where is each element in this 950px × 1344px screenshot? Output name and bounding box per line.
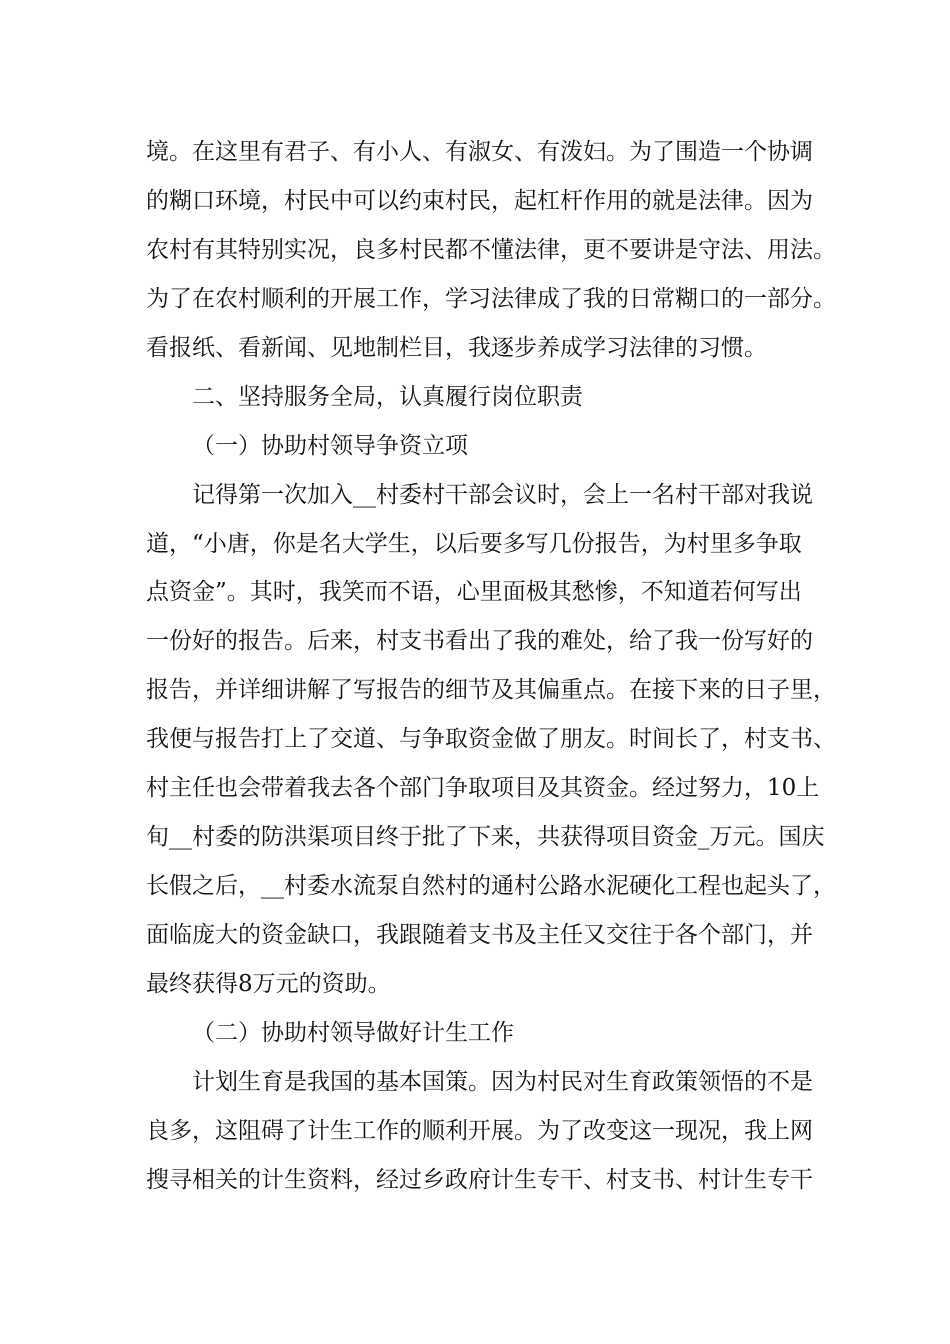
text-line: 点资金”。其时，我笑而不语，心里面极其愁惨，不知道若何写出 xyxy=(146,579,802,606)
text-line: 良多，这阻碍了计生工作的顺利开展。为了改变这一现况，我上网 xyxy=(146,1117,813,1144)
text-line: 的糊口环境，村民中可以约束村民，起杠杆作用的就是法律。因为 xyxy=(146,187,813,214)
text-line: 我便与报告打上了交道、与争取资金做了朋友。时间长了，村支书、 xyxy=(146,726,836,753)
subsection-heading: （一）协助村领导争资立项 xyxy=(192,432,468,459)
text-line: 境。在这里有君子、有小人、有淑女、有泼妇。为了围造一个协调 xyxy=(146,139,813,165)
text-line: 看报纸、看新闻、见地制栏目，我逐步养成学习法律的习惯。 xyxy=(146,334,767,361)
text-line: 报告，并详细讲解了写报告的细节及其偏重点。在接下来的日子里， xyxy=(146,677,836,704)
document-body xyxy=(146,128,836,1205)
text-line: 旬__村委的防洪渠项目终于批了下来，共获得项目资金_万元。国庆 xyxy=(146,824,825,851)
paragraph-first-line: 记得第一次加入__村委村干部会议时，会上一名村干部对我说 xyxy=(192,481,813,508)
text-line: 长假之后，__村委水流泵自然村的通村公路水泥硬化工程也起头了， xyxy=(146,873,836,900)
text-line: 农村有其特别实况，良多村民都不懂法律，更不要讲是守法、用法。 xyxy=(146,236,836,263)
paragraph-first-line: 计划生育是我国的基本国策。因为村民对生育政策领悟的不是 xyxy=(192,1068,813,1095)
text-line: 为了在农村顺利的开展工作，学习法律成了我的日常糊口的一部分。 xyxy=(146,285,836,312)
subsection-heading: （二）协助村领导做好计生工作 xyxy=(192,1019,514,1046)
text-line: 面临庞大的资金缺口，我跟随着支书及主任又交往于各个部门，并 xyxy=(146,922,813,948)
text-line: 道，“小唐，你是名大学生，以后要多写几份报告，为村里多争取 xyxy=(146,530,802,557)
text-line: 村主任也会带着我去各个部门争取项目及其资金。经过努力，10上 xyxy=(146,775,820,802)
text-line: 一份好的报告。后来，村支书看出了我的难处，给了我一份写好的 xyxy=(146,628,813,655)
text-line: 搜寻相关的计生资料，经过乡政府计生专干、村支书、村计生专干 xyxy=(146,1166,813,1193)
text-line: 最终获得8万元的资助。 xyxy=(146,970,391,997)
section-heading: 二、坚持服务全局，认真履行岗位职责 xyxy=(192,383,583,410)
